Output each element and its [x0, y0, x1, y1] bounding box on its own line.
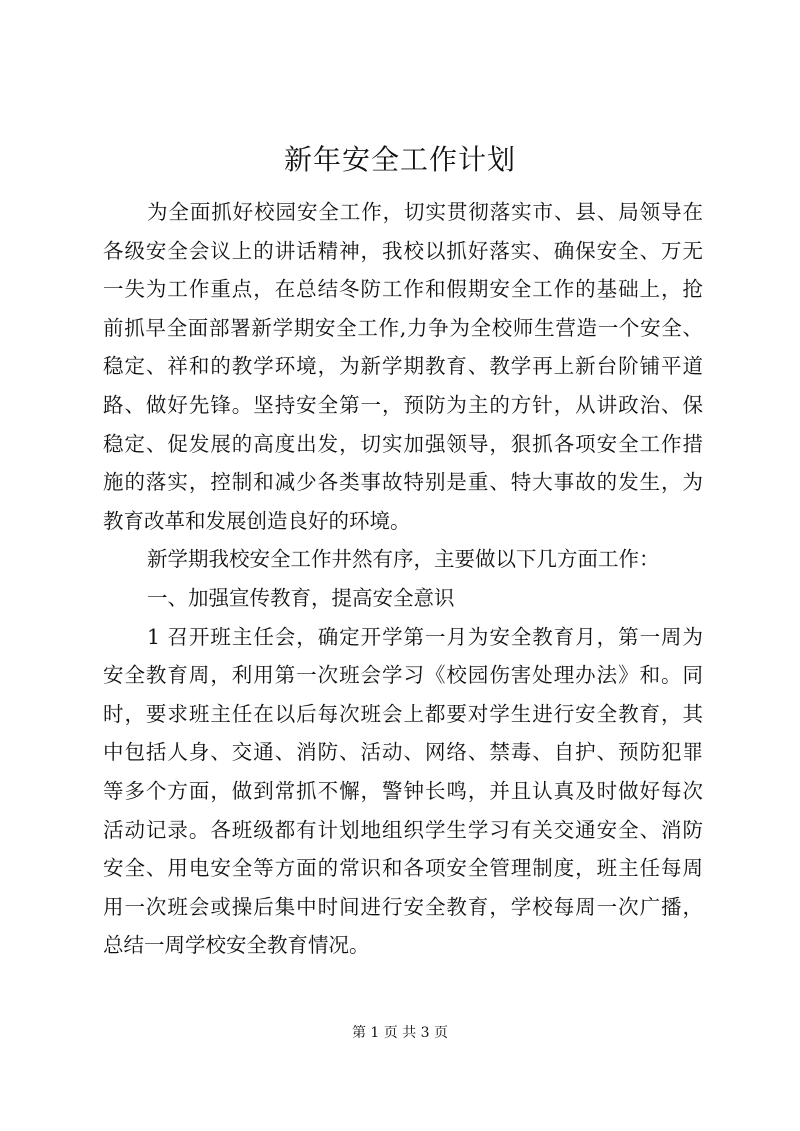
- document-body: [103, 193, 703, 965]
- paragraph-summary: [103, 540, 703, 579]
- document-title: 新年安全工作计划: [283, 143, 516, 176]
- paragraph-line: 用一次班会或操后集中时间进行安全教育，学校每周一次广播，: [103, 894, 703, 919]
- section-heading: [103, 579, 703, 618]
- paragraph-line: 1 召开班主任会，确定开学第一月为安全教育月，第一周为: [147, 624, 703, 649]
- paragraph-intro: [103, 193, 703, 540]
- paragraph-line: 教育改革和发展创造良好的环境。: [103, 508, 411, 533]
- page-footer: 第 1 页 共 3 页: [351, 1025, 449, 1041]
- paragraph-line: 为全面抓好校园安全工作，切实贯彻落实市、县、局领导在: [147, 200, 703, 224]
- paragraph-line: 安全教育周，利用第一次班会学习《校园伤害处理办法》和。同: [103, 663, 703, 688]
- paragraph-line: 前抓早全面部署新学期安全工作,力争为全校师生营造一个安全、: [103, 315, 703, 340]
- paragraph-line: 稳定、促发展的高度出发，切实加强领导，狠抓各项安全工作措: [103, 431, 703, 456]
- paragraph-item-1: [103, 618, 703, 965]
- paragraph-line: 一失为工作重点，在总结冬防工作和假期安全工作的基础上，抢: [103, 277, 703, 302]
- paragraph-line: 安全、用电安全等方面的常识和各项安全管理制度，班主任每周: [103, 856, 703, 881]
- paragraph-line: 稳定、祥和的教学环境，为新学期教育、教学再上新台阶铺平道: [103, 354, 703, 379]
- paragraph-line: 中包括人身、交通、消防、活动、网络、禁毒、自护、预防犯罪: [103, 740, 703, 765]
- paragraph-line: 各级安全会议上的讲话精神，我校以抓好落实、确保安全、万无: [103, 238, 703, 263]
- paragraph-line: 时，要求班主任在以后每次班会上都要对学生进行安全教育，其: [103, 701, 703, 726]
- paragraph-line: 新学期我校安全工作井然有序，主要做以下几方面工作：: [147, 547, 660, 572]
- section-heading-text: 一、加强宣传教育，提高安全意识: [147, 585, 455, 610]
- paragraph-line: 总结一周学校安全教育情况。: [103, 933, 370, 958]
- paragraph-line: 等多个方面，做到常抓不懈，警钟长鸣，并且认真及时做好每次: [103, 778, 703, 803]
- paragraph-line: 路、做好先锋。坚持安全第一，预防为主的方针，从讲政治、保: [103, 392, 703, 417]
- paragraph-line: 施的落实，控制和减少各类事故特别是重、特大事故的发生，为: [103, 470, 703, 495]
- paragraph-line: 活动记录。各班级都有计划地组织学生学习有关交通安全、消防: [103, 817, 703, 842]
